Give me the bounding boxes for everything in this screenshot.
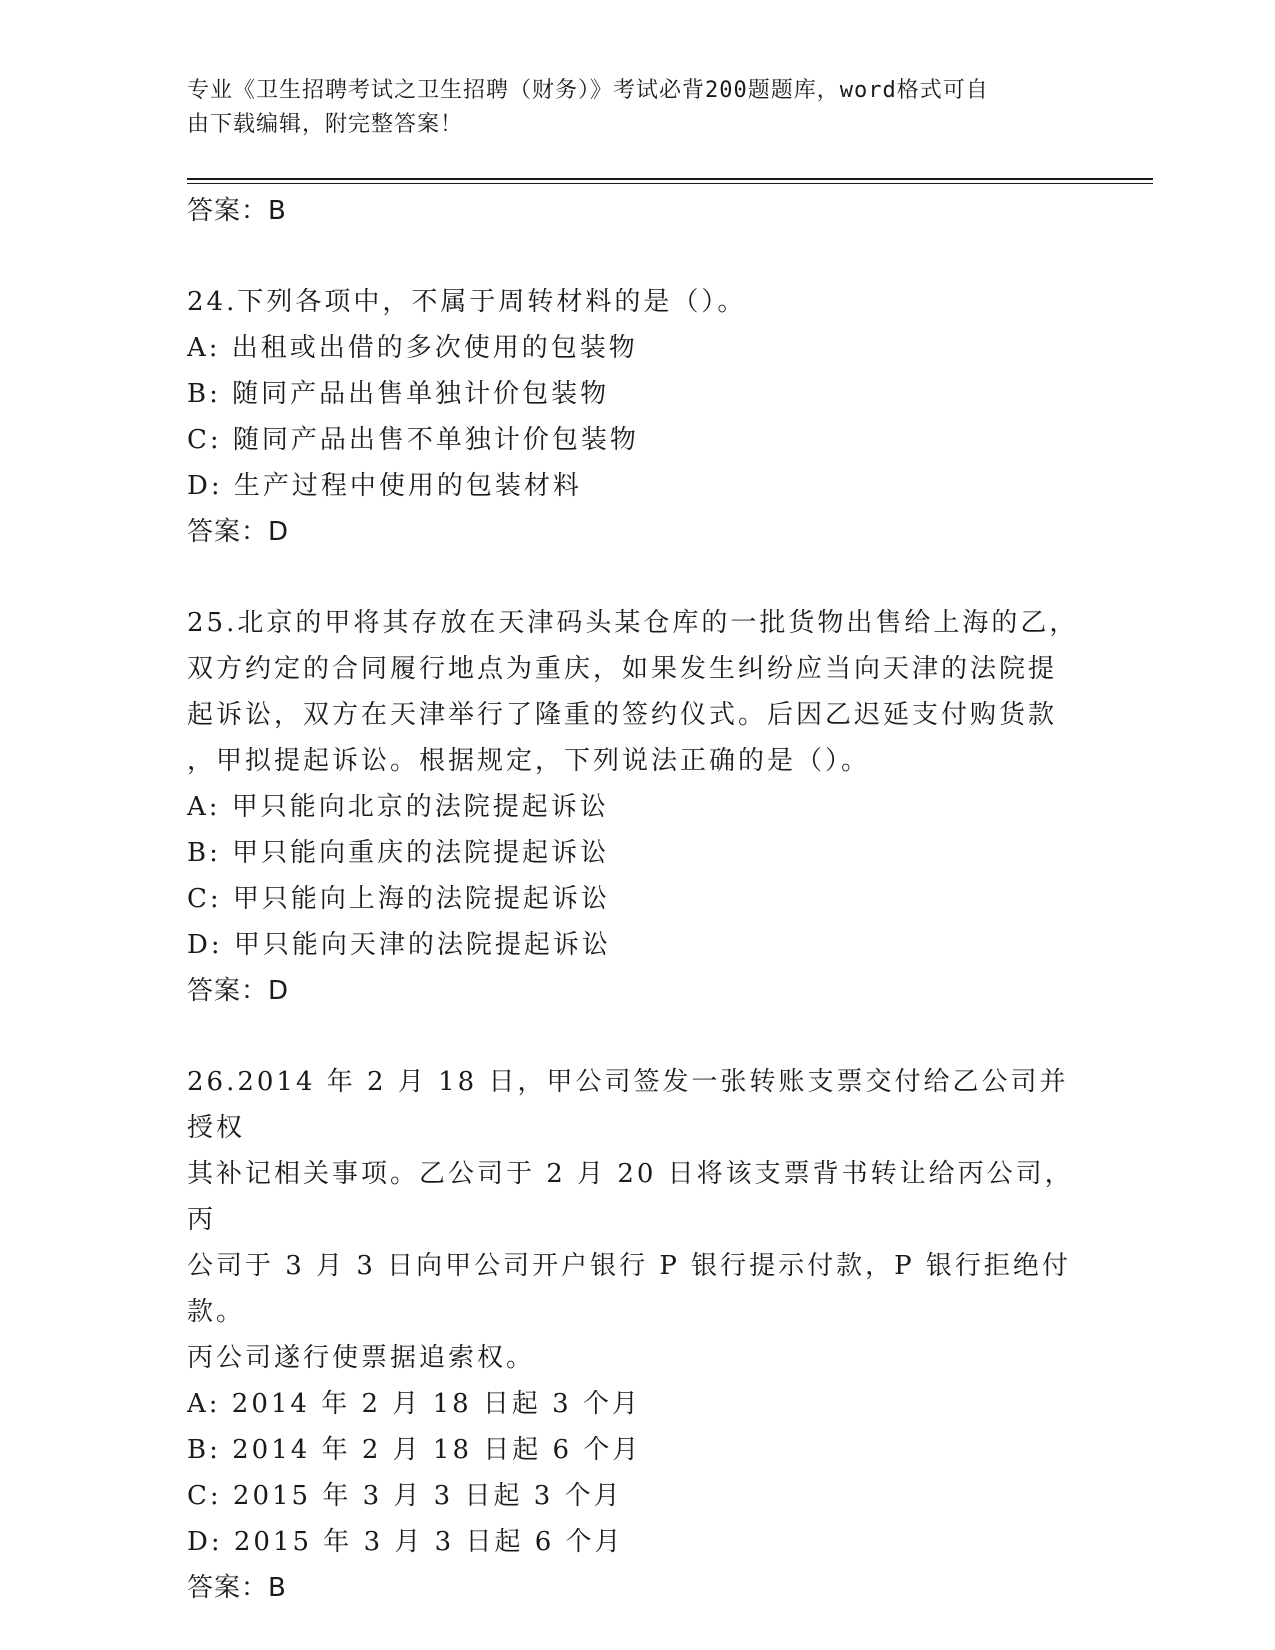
header-line-1: 专业《卫生招聘考试之卫生招聘（财务）》考试必背200题题库，word格式可自 xyxy=(187,78,989,103)
question-stem-line: ，甲拟提起诉讼。根据规定，下列说法正确的是（）。 xyxy=(187,746,871,776)
option-a: A: 出租或出借的多次使用的包装物 xyxy=(187,333,638,363)
header-rule-thick xyxy=(187,178,1153,180)
question-stem-line: 25.北京的甲将其存放在天津码头某仓库的一批货物出售给上海的乙， xyxy=(187,608,1079,638)
question-stem-line: 起诉讼，双方在天津举行了隆重的签约仪式。后因乙迟延支付购货款 xyxy=(187,700,1058,730)
question-stem-line: 丙公司遂行使票据追索权。 xyxy=(187,1343,536,1373)
question-stem-line: 双方约定的合同履行地点为重庆，如果发生纠纷应当向天津的法院提 xyxy=(187,654,1058,684)
option-d: D: 甲只能向天津的法院提起诉讼 xyxy=(187,930,611,960)
option-c: C: 随同产品出售不单独计价包装物 xyxy=(187,425,639,455)
question-stem: 24.下列各项中，不属于周转材料的是（）。 xyxy=(187,287,747,317)
option-c: C: 2015 年 3 月 3 日起 3 个月 xyxy=(187,1481,623,1511)
previous-answer: 答案：B xyxy=(187,196,287,226)
question-stem-line: 其补记相关事项。乙公司于 2 月 20 日将该支票背书转让给丙公司，丙 xyxy=(187,1159,1074,1235)
option-b: B: 甲只能向重庆的法院提起诉讼 xyxy=(187,838,610,868)
option-a: A: 2014 年 2 月 18 日起 3 个月 xyxy=(187,1389,641,1419)
question-list xyxy=(187,188,1087,1611)
option-d: D: 生产过程中使用的包装材料 xyxy=(187,471,582,501)
document-header xyxy=(187,74,1077,142)
question-26 xyxy=(187,1059,1087,1611)
option-c: C: 甲只能向上海的法院提起诉讼 xyxy=(187,884,610,914)
option-a: A: 甲只能向北京的法院提起诉讼 xyxy=(187,792,609,822)
question-24 xyxy=(187,279,1087,555)
question-25 xyxy=(187,600,1087,1014)
question-stem-line: 26.2014 年 2 月 18 日，甲公司签发一张转账支票交付给乙公司并授权 xyxy=(187,1067,1069,1143)
answer: 答案：B xyxy=(187,1573,287,1603)
option-b: B: 随同产品出售单独计价包装物 xyxy=(187,379,610,409)
header-rule-thin xyxy=(187,183,1153,184)
header-line-2: 由下载编辑，附完整答案！ xyxy=(187,112,464,137)
answer: 答案：D xyxy=(187,976,290,1006)
answer: 答案：D xyxy=(187,517,290,547)
question-stem-line: 公司于 3 月 3 日向甲公司开户银行 P 银行提示付款，P 银行拒绝付款。 xyxy=(187,1251,1071,1327)
option-d: D: 2015 年 3 月 3 日起 6 个月 xyxy=(187,1527,624,1557)
option-b: B: 2014 年 2 月 18 日起 6 个月 xyxy=(187,1435,642,1465)
